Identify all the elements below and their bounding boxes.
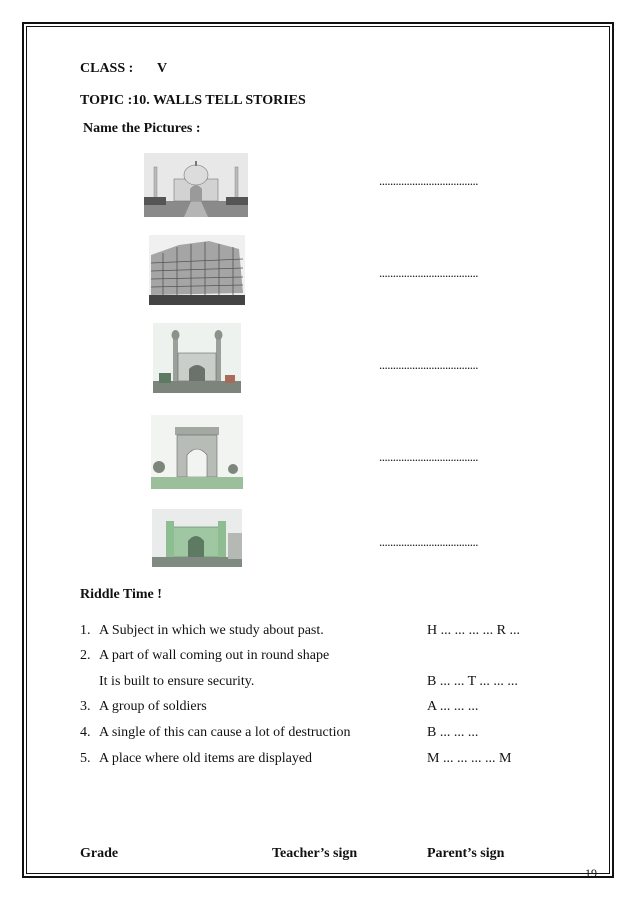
topic-title: TOPIC :10. WALLS TELL STORIES [80,93,306,108]
grade-label: Grade [80,846,119,861]
answer-blank-1[interactable]: .................................... [379,173,478,188]
riddle-answer[interactable]: B ... ... T ... ... ... [427,674,518,689]
gateway-of-india-photo [152,509,242,567]
teacher-sign-label: Teacher’s sign [272,846,358,861]
page-border-inner [26,26,610,874]
class-label: CLASS : [80,61,134,76]
answer-blank-5[interactable]: .................................... [379,534,478,549]
riddle-question: A Subject in which we study about past. [99,623,324,638]
riddle-answer[interactable]: H ... ... ... ... R ... [427,623,520,638]
riddle-answer[interactable]: B ... ... ... [427,725,479,740]
riddle-number: 2. [80,648,91,663]
riddle-question: A part of wall coming out in round shape [99,648,330,663]
riddle-question: A place where old items are displayed [99,751,313,766]
riddle-answer[interactable]: M ... ... ... ... M [427,751,512,766]
taj-mahal-photo [144,153,248,217]
riddle-answer[interactable]: A ... ... ... [427,699,479,714]
parent-sign-label: Parent’s sign [427,846,505,861]
riddle-heading: Riddle Time ! [80,587,162,602]
riddle-question: A single of this can cause a lot of destruction [99,725,351,740]
riddle-number: 1. [80,623,91,638]
hawa-mahal-photo [149,235,245,305]
answer-blank-3[interactable]: .................................... [379,357,478,372]
riddle-question-continued: It is built to ensure security. [99,674,255,689]
riddle-number: 3. [80,699,91,714]
class-value: V [157,61,168,76]
charminar-photo [153,323,241,393]
india-gate-photo [151,415,243,489]
riddle-number: 5. [80,751,91,766]
riddle-number: 4. [80,725,91,740]
answer-blank-4[interactable]: .................................... [379,449,478,464]
answer-blank-2[interactable]: .................................... [379,265,478,280]
instruction: Name the Pictures : [83,121,201,136]
page-number: 19 [585,866,597,880]
riddle-question: A group of soldiers [99,699,207,714]
